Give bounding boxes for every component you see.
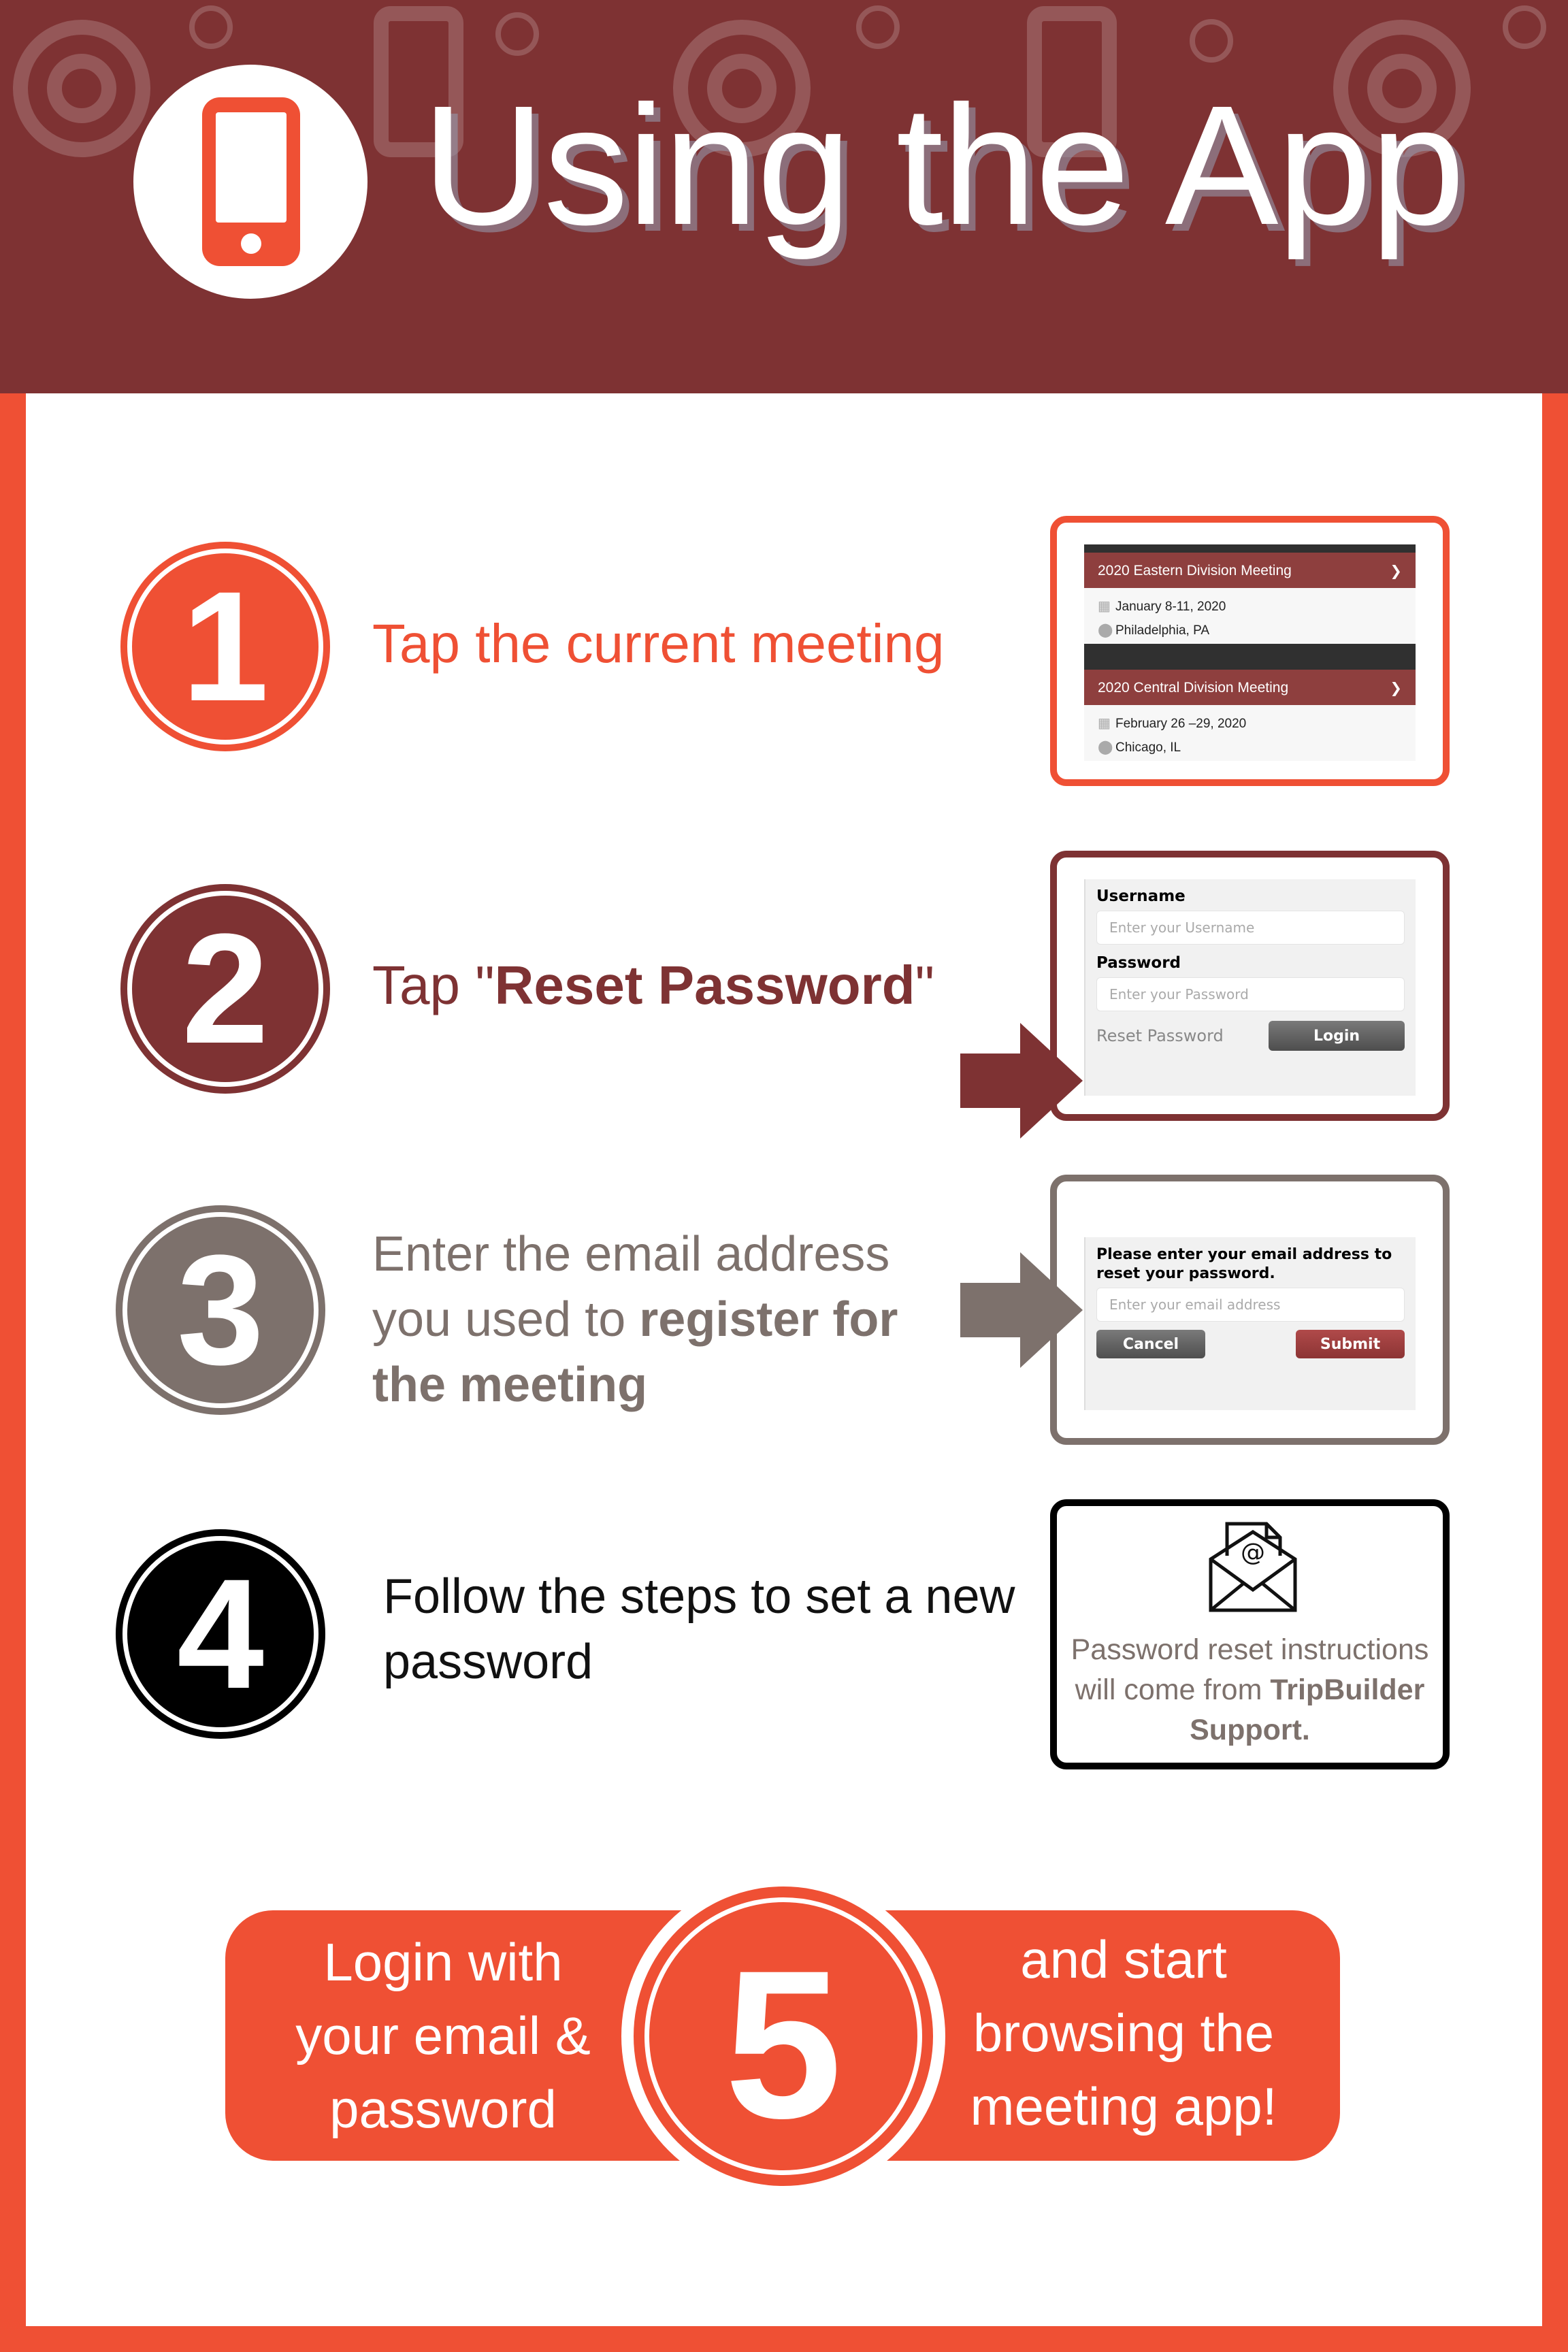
username-label: Username [1096,887,1186,905]
step-5-right-text: and start browsing the meeting app! [970,1929,1277,2136]
text: Tap " [372,955,495,1015]
step-5-badge [621,1874,945,2198]
meeting-date: January 8-11, 2020 [1115,600,1226,614]
step-1-text: Tap the current meeting [372,613,945,674]
email-envelope-icon [1207,1518,1299,1614]
smartphone-icon [202,97,300,266]
email-note-box [1050,1499,1450,1769]
submit-button[interactable]: Submit [1296,1330,1405,1358]
chevron-right-icon: ❯ [1390,564,1402,579]
page-title: Using the App [422,70,1464,260]
meeting-location: Philadelphia, PA [1115,623,1210,638]
email-note-text [1057,1630,1443,1750]
reset-password-link[interactable]: Reset Password [1096,1026,1224,1045]
cancel-button[interactable]: Cancel [1096,1330,1205,1358]
step-4-badge [116,1529,325,1739]
bold-text: TripBuilder Support. [1190,1673,1425,1746]
step-number: 3 [177,1222,264,1397]
step-5-left-text: Login with your email & password [295,1932,591,2139]
bold-text: Reset Password [494,955,915,1015]
text: " [915,955,935,1015]
arrow-right-icon [960,1023,1083,1139]
meeting-item[interactable] [1084,670,1416,705]
step-3-text [372,1222,971,1418]
email-input[interactable]: Enter your email address [1096,1288,1405,1322]
location-pin-icon: ⬤ [1098,623,1113,638]
step-number: 5 [724,1926,843,2162]
reset-prompt: Please enter your email address to reset your password. [1096,1246,1392,1282]
step-number: 1 [182,559,269,734]
meeting-list-screenshot [1050,516,1450,786]
calendar-icon: ▦ [1098,716,1111,731]
step-1-badge [120,542,330,751]
step-number: 4 [177,1546,264,1721]
username-input[interactable]: Enter your Username [1096,911,1405,945]
step-number: 2 [182,901,269,1076]
login-screenshot [1050,851,1450,1121]
meeting-item[interactable] [1084,553,1416,588]
meeting-title: 2020 Central Division Meeting [1098,680,1289,696]
meeting-location: Chicago, IL [1115,740,1181,755]
step-3-badge [116,1205,325,1415]
reset-password-screenshot [1050,1175,1450,1445]
step-4-text: Follow the steps to set a new password [383,1569,1015,1689]
location-pin-icon: ⬤ [1098,740,1113,755]
password-input[interactable]: Enter your Password [1096,977,1405,1011]
login-button[interactable]: Login [1269,1021,1405,1051]
step-2-badge [120,884,330,1094]
text: Enter the email address you used to [372,1227,890,1347]
text: Password reset instructions will come from [1071,1633,1429,1706]
arrow-right-icon [960,1252,1083,1368]
meeting-date: February 26 –29, 2020 [1115,717,1247,731]
bold-text: register for the meeting [372,1292,898,1412]
meeting-title: 2020 Eastern Division Meeting [1098,563,1292,578]
step-2-text [372,953,934,1018]
header-banner [0,0,1568,393]
svg-text:@: @ [1241,1539,1265,1567]
calendar-icon: ▦ [1098,599,1111,614]
password-label: Password [1096,954,1181,972]
chevron-right-icon: ❯ [1390,681,1402,696]
